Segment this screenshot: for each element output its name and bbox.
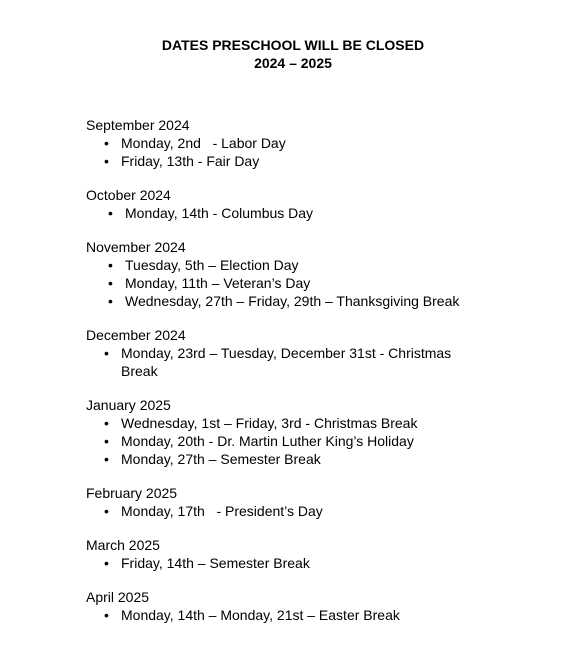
bullet-icon: • [104,345,109,361]
closure-text: Friday, 13th - Fair Day [121,153,260,169]
closure-item [86,256,556,274]
bullet-icon: • [104,607,109,623]
section-february-2025 [86,484,556,520]
closure-text: Wednesday, 1st – Friday, 3rd - Christmas Break [121,415,418,431]
closure-list [86,554,556,572]
closure-text: Friday, 14th – Semester Break [121,555,310,571]
bullet-icon: • [104,451,109,467]
bullet-icon: • [104,135,109,151]
closure-list [86,344,556,380]
closure-list [86,204,556,222]
month-heading: February 2025 [86,485,178,501]
closure-item [86,292,556,310]
month-heading: November 2024 [86,239,186,255]
bullet-icon: • [108,275,113,291]
closure-text: Monday, 11th – Veteran’s Day [125,275,311,291]
title-line-1: DATES PRESCHOOL WILL BE CLOSED [161,37,425,53]
closure-item [86,554,556,572]
closure-text: Monday, 20th - Dr. Martin Luther King’s Holiday [121,433,414,449]
month-heading: March 2025 [86,537,160,553]
bullet-icon: • [104,433,109,449]
month-heading: January 2025 [86,397,171,413]
section-october-2024 [86,186,556,222]
closure-item [86,414,556,432]
closure-item [86,134,556,152]
closure-list [86,606,556,624]
bullet-icon: • [104,555,109,571]
closure-item [86,502,556,520]
section-april-2025 [86,588,556,624]
closure-text: Monday, 2nd - Labor Day [121,135,286,151]
closure-text: Monday, 17th - President’s Day [121,503,323,519]
closure-list [86,414,556,468]
section-december-2024 [86,326,556,380]
section-november-2024 [86,238,556,310]
title-line-2: 2024 – 2025 [254,55,332,71]
month-heading: April 2025 [86,589,150,605]
closure-text: Monday, 27th – Semester Break [121,451,321,467]
month-heading: October 2024 [86,187,171,203]
closure-item [86,152,556,170]
bullet-icon: • [108,205,113,221]
closure-item [86,204,556,222]
closure-text: Monday, 14th - Columbus Day [125,205,314,221]
section-september-2024 [86,116,556,170]
closure-item [86,274,556,292]
month-heading: December 2024 [86,327,186,343]
closure-list [86,134,556,170]
closure-item [86,450,556,468]
month-heading: September 2024 [86,117,190,133]
closure-text: Wednesday, 27th – Friday, 29th – Thanksgiving Break [125,293,460,309]
bullet-icon: • [108,293,113,309]
closure-text: Monday, 23rd – Tuesday, December 31st - Christmas Break [121,345,456,379]
bullet-icon: • [104,415,109,431]
closure-item [86,432,556,450]
closure-sections [86,116,556,640]
closure-item [86,344,556,380]
closure-text: Monday, 14th – Monday, 21st – Easter Break [121,607,400,623]
document-title [0,36,586,72]
closure-item [86,606,556,624]
bullet-icon: • [108,257,113,273]
bullet-icon: • [104,503,109,519]
closure-text: Tuesday, 5th – Election Day [125,257,299,273]
closure-list [86,502,556,520]
bullet-icon: • [104,153,109,169]
section-january-2025 [86,396,556,468]
closure-list [86,256,556,310]
section-march-2025 [86,536,556,572]
